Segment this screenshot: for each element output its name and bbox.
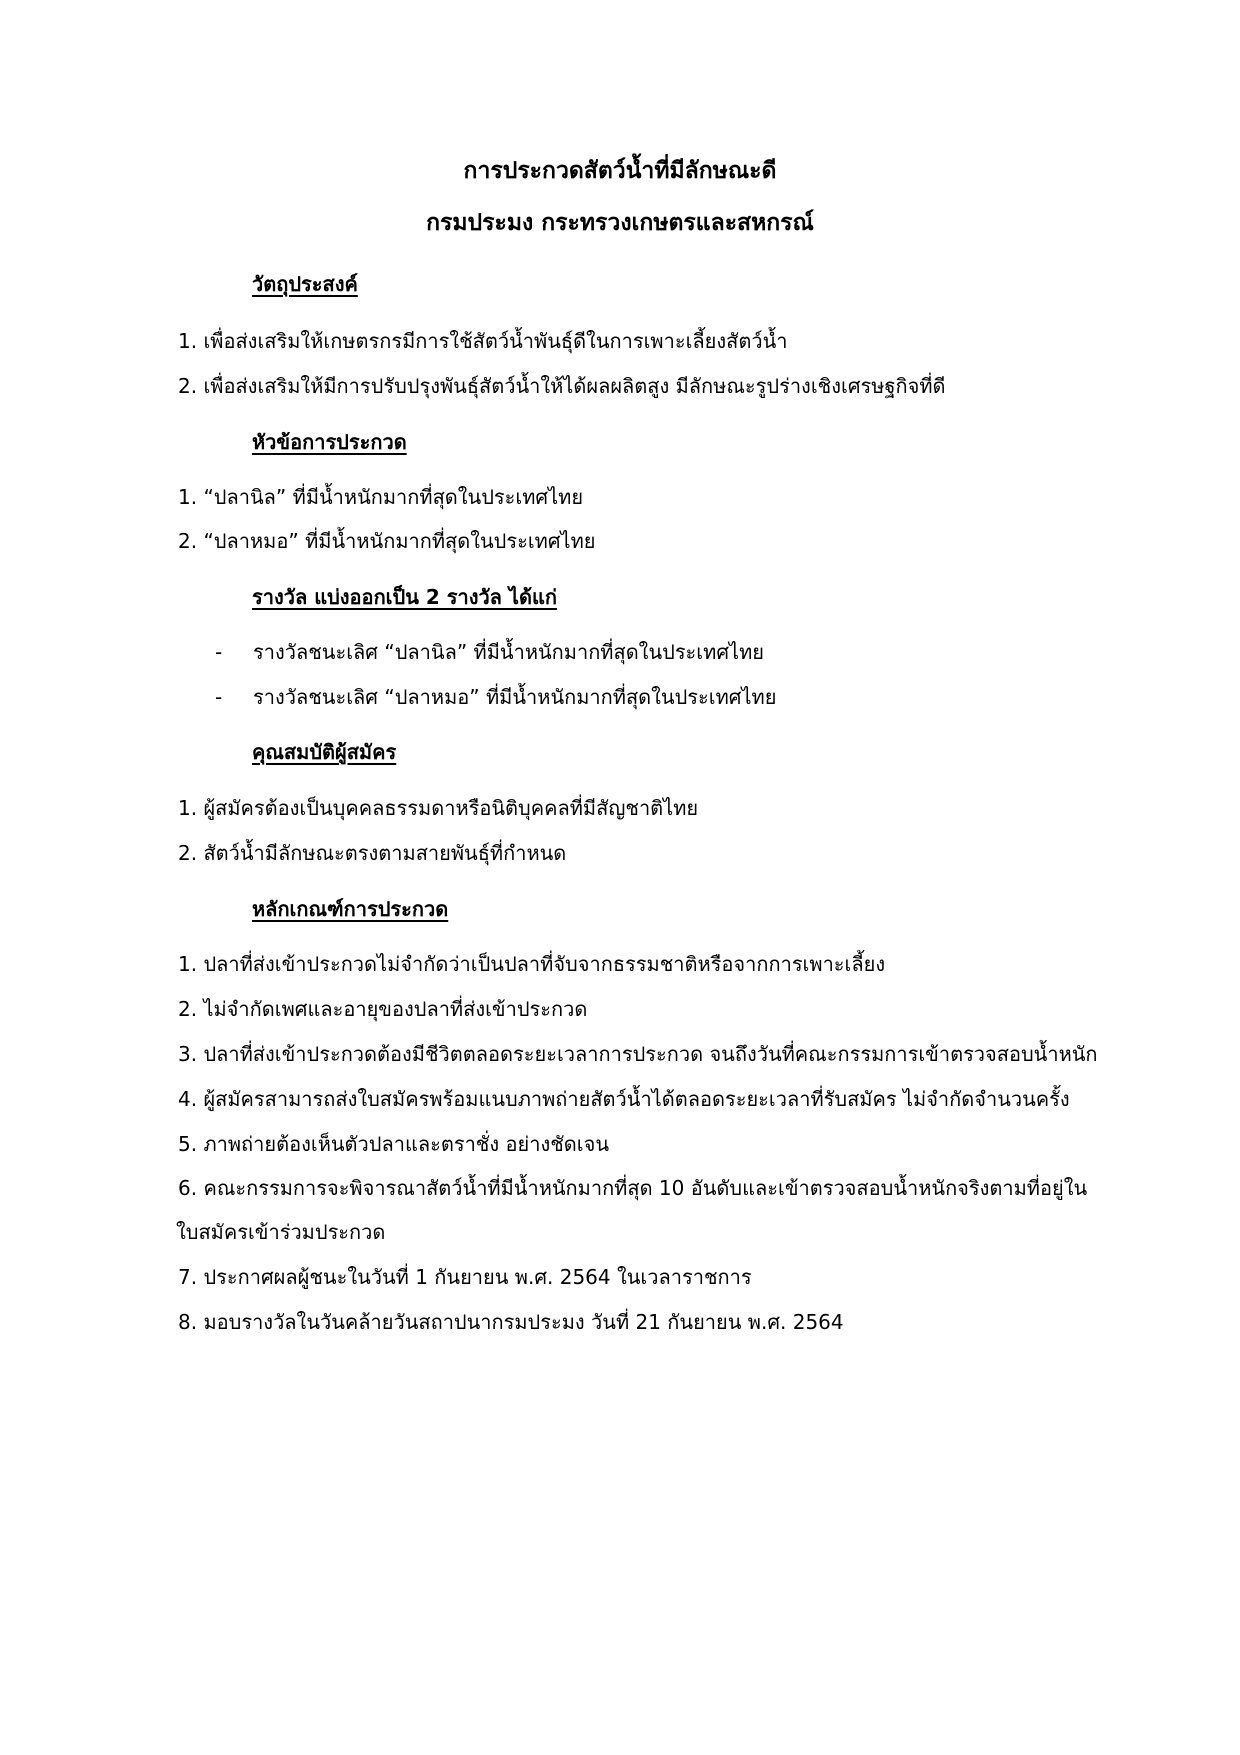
topic-item: 1. “ปลานิล” ที่มีน้ำหนักมากที่สุดในประเทศไทย (178, 485, 584, 509)
section-heading-qualifications: คุณสมบัติผู้สมัคร (252, 740, 397, 764)
criteria-item: 8. มอบรางวัลในวันคล้ายวันสถาปนากรมประมง วันที่ 21 กันยายน พ.ศ. 2564 (178, 1310, 844, 1334)
criteria-item: 3. ปลาที่ส่งเข้าประกวดต้องมีชีวิตตลอดระยะเวลาการประกวด จนถึงวันที่คณะกรรมการเข้าตรวจสอบน้ำหนัก (178, 1042, 1098, 1066)
objective-item: 1. เพื่อส่งเสริมให้เกษตรกรมีการใช้สัตว์น้ำพันธุ์ดีในการเพาะเลี้ยงสัตว์น้ำ (178, 329, 788, 353)
topic-item: 2. “ปลาหมอ” ที่มีน้ำหนักมากที่สุดในประเทศไทย (178, 529, 596, 553)
document-title: การประกวดสัตว์น้ำที่มีลักษณะดี (463, 158, 777, 184)
criteria-item: 5. ภาพถ่ายต้องเห็นตัวปลาและตราชั่ง อย่างชัดเจน (178, 1132, 610, 1156)
objective-item: 2. เพื่อส่งเสริมให้มีการปรับปรุงพันธุ์สัตว์น้ำให้ได้ผลผลิตสูง มีลักษณะรูปร่างเชิงเศรษฐกิจที่ดี (178, 374, 946, 398)
prize-item-text: รางวัลชนะเลิศ “ปลานิล” ที่มีน้ำหนักมากที่สุดในประเทศไทย (253, 640, 764, 664)
prize-item (215, 683, 776, 711)
qualification-item: 2. สัตว์น้ำมีลักษณะตรงตามสายพันธุ์ที่กำหนด (178, 841, 567, 865)
criteria-item: 2. ไม่จำกัดเพศและอายุของปลาที่ส่งเข้าประกวด (178, 997, 588, 1021)
document-subtitle: กรมประมง กระทรวงเกษตรและสหกรณ์ (426, 210, 814, 236)
criteria-item: 7. ประกาศผลผู้ชนะในวันที่ 1 กันยายน พ.ศ. 2564 ในเวลาราชการ (178, 1265, 752, 1289)
prize-item (215, 638, 764, 666)
section-heading-criteria: หลักเกณฑ์การประกวด (252, 897, 449, 921)
bullet-dash: - (215, 685, 223, 709)
prize-item-text: รางวัลชนะเลิศ “ปลาหมอ” ที่มีน้ำหนักมากที่สุดในประเทศไทย (253, 685, 777, 709)
section-heading-topics: หัวข้อการประกวด (252, 430, 407, 454)
bullet-dash: - (215, 640, 223, 664)
section-heading-objectives: วัตถุประสงค์ (252, 272, 358, 296)
criteria-item: 6. คณะกรรมการจะพิจารณาสัตว์น้ำที่มีน้ำหนักมากที่สุด 10 อันดับและเข้าตรวจสอบน้ำหนักจริงตามที่อยู่ใน (178, 1176, 1088, 1200)
section-heading-prizes: รางวัล แบ่งออกเป็น 2 รางวัล ได้แก่ (252, 585, 557, 609)
criteria-item: 1. ปลาที่ส่งเข้าประกวดไม่จำกัดว่าเป็นปลาที่จับจากธรรมชาติหรือจากการเพาะเลี้ยง (178, 952, 886, 976)
criteria-item-continuation: ใบสมัครเข้าร่วมประกวด (176, 1220, 386, 1244)
criteria-item: 4. ผู้สมัครสามารถส่งใบสมัครพร้อมแนบภาพถ่ายสัตว์น้ำได้ตลอดระยะเวลาที่รับสมัคร ไม่จำกัดจำนวนครั้ง (178, 1087, 1070, 1111)
qualification-item: 1. ผู้สมัครต้องเป็นบุคคลธรรมดาหรือนิติบุคคลที่มีสัญชาติไทย (178, 796, 699, 820)
